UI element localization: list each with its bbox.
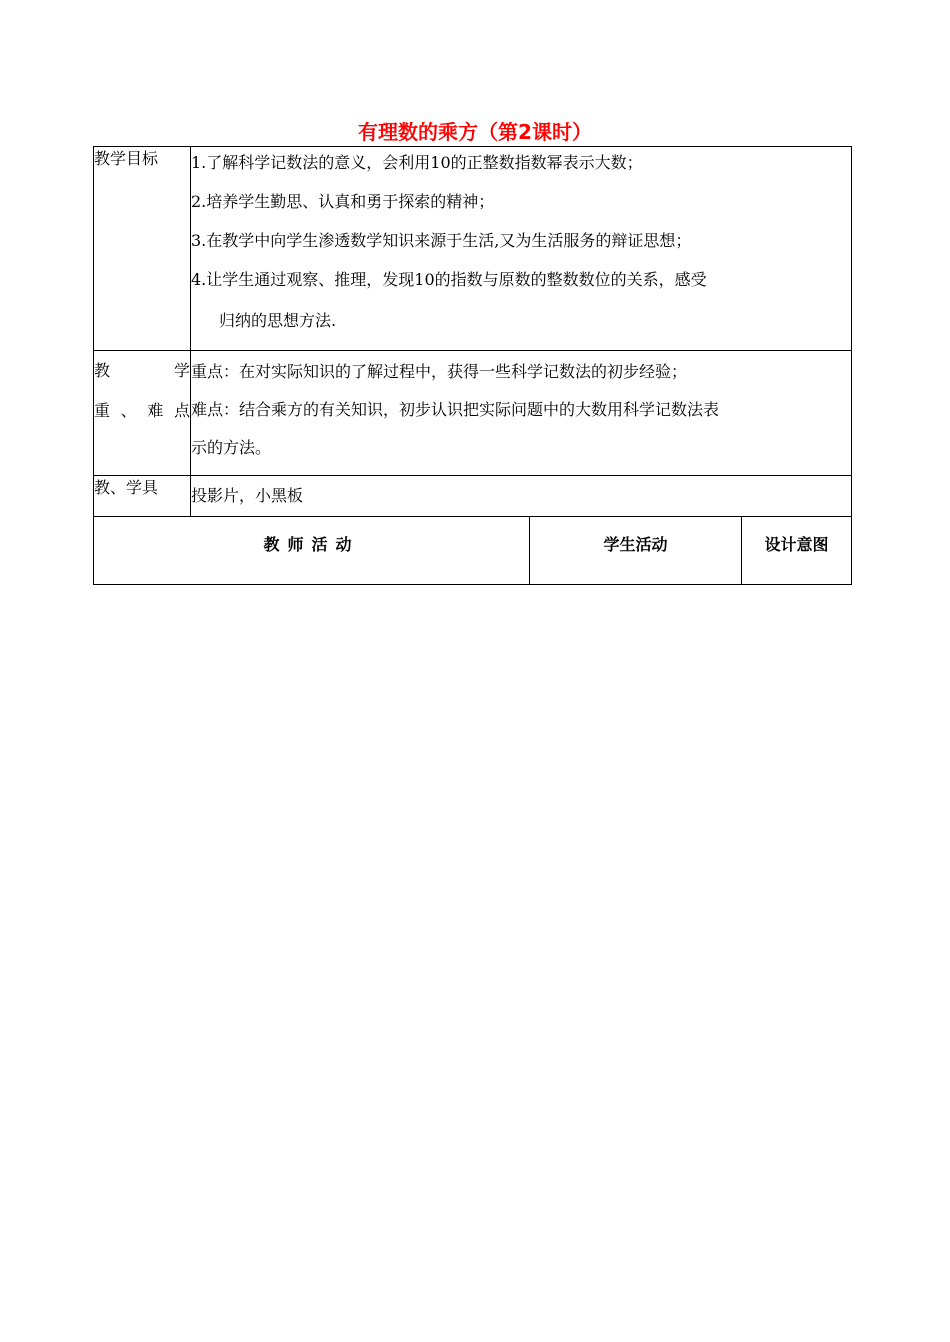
tools-content (191, 476, 852, 517)
key-difficulty-line1: 难点：结合乘方的有关知识，初步认识把实际问题中的大数用科学记数法表 (191, 400, 720, 419)
objective-item-4: 4.让学生通过观察、推理，发现10的指数与原数的整数数位的关系，感受 (191, 270, 707, 289)
objective-item-1: 1.了解科学记数法的意义，会利用10的正整数指数幂表示大数； (191, 153, 643, 172)
tools-label: 教、学具 (94, 476, 191, 517)
teacher-activity-header: 教师活动 (94, 517, 530, 585)
key-points-label-line2: 重、难点 (94, 401, 190, 420)
objectives-label: 教学目标 (94, 147, 191, 351)
key-points-label-line1: 教学 (94, 361, 190, 380)
key-points-content (191, 351, 852, 476)
student-activity-header: 学生活动 (530, 517, 742, 585)
tools-row (94, 476, 852, 517)
objectives-row (94, 147, 852, 351)
key-points-label (94, 351, 191, 476)
objective-item-3: 3.在教学中向学生渗透数学知识来源于生活,又为生活服务的辩证思想； (191, 231, 692, 250)
objectives-content (191, 147, 852, 351)
key-points-row (94, 351, 852, 476)
objective-item-4-continuation: 归纳的思想方法. (219, 311, 337, 330)
key-difficulty-line2: 示的方法。 (191, 438, 272, 457)
objective-item-2: 2.培养学生勤思、认真和勇于探索的精神； (191, 192, 495, 211)
document-title: 有理数的乘方（第2课时） (358, 120, 592, 144)
design-intent-header: 设计意图 (742, 517, 852, 585)
activity-header-row (94, 517, 852, 585)
tools-value: 投影片，小黑板 (191, 486, 304, 505)
lesson-plan-table (93, 146, 852, 585)
key-emphasis: 重点：在对实际知识的了解过程中，获得一些科学记数法的初步经验； (191, 362, 688, 381)
